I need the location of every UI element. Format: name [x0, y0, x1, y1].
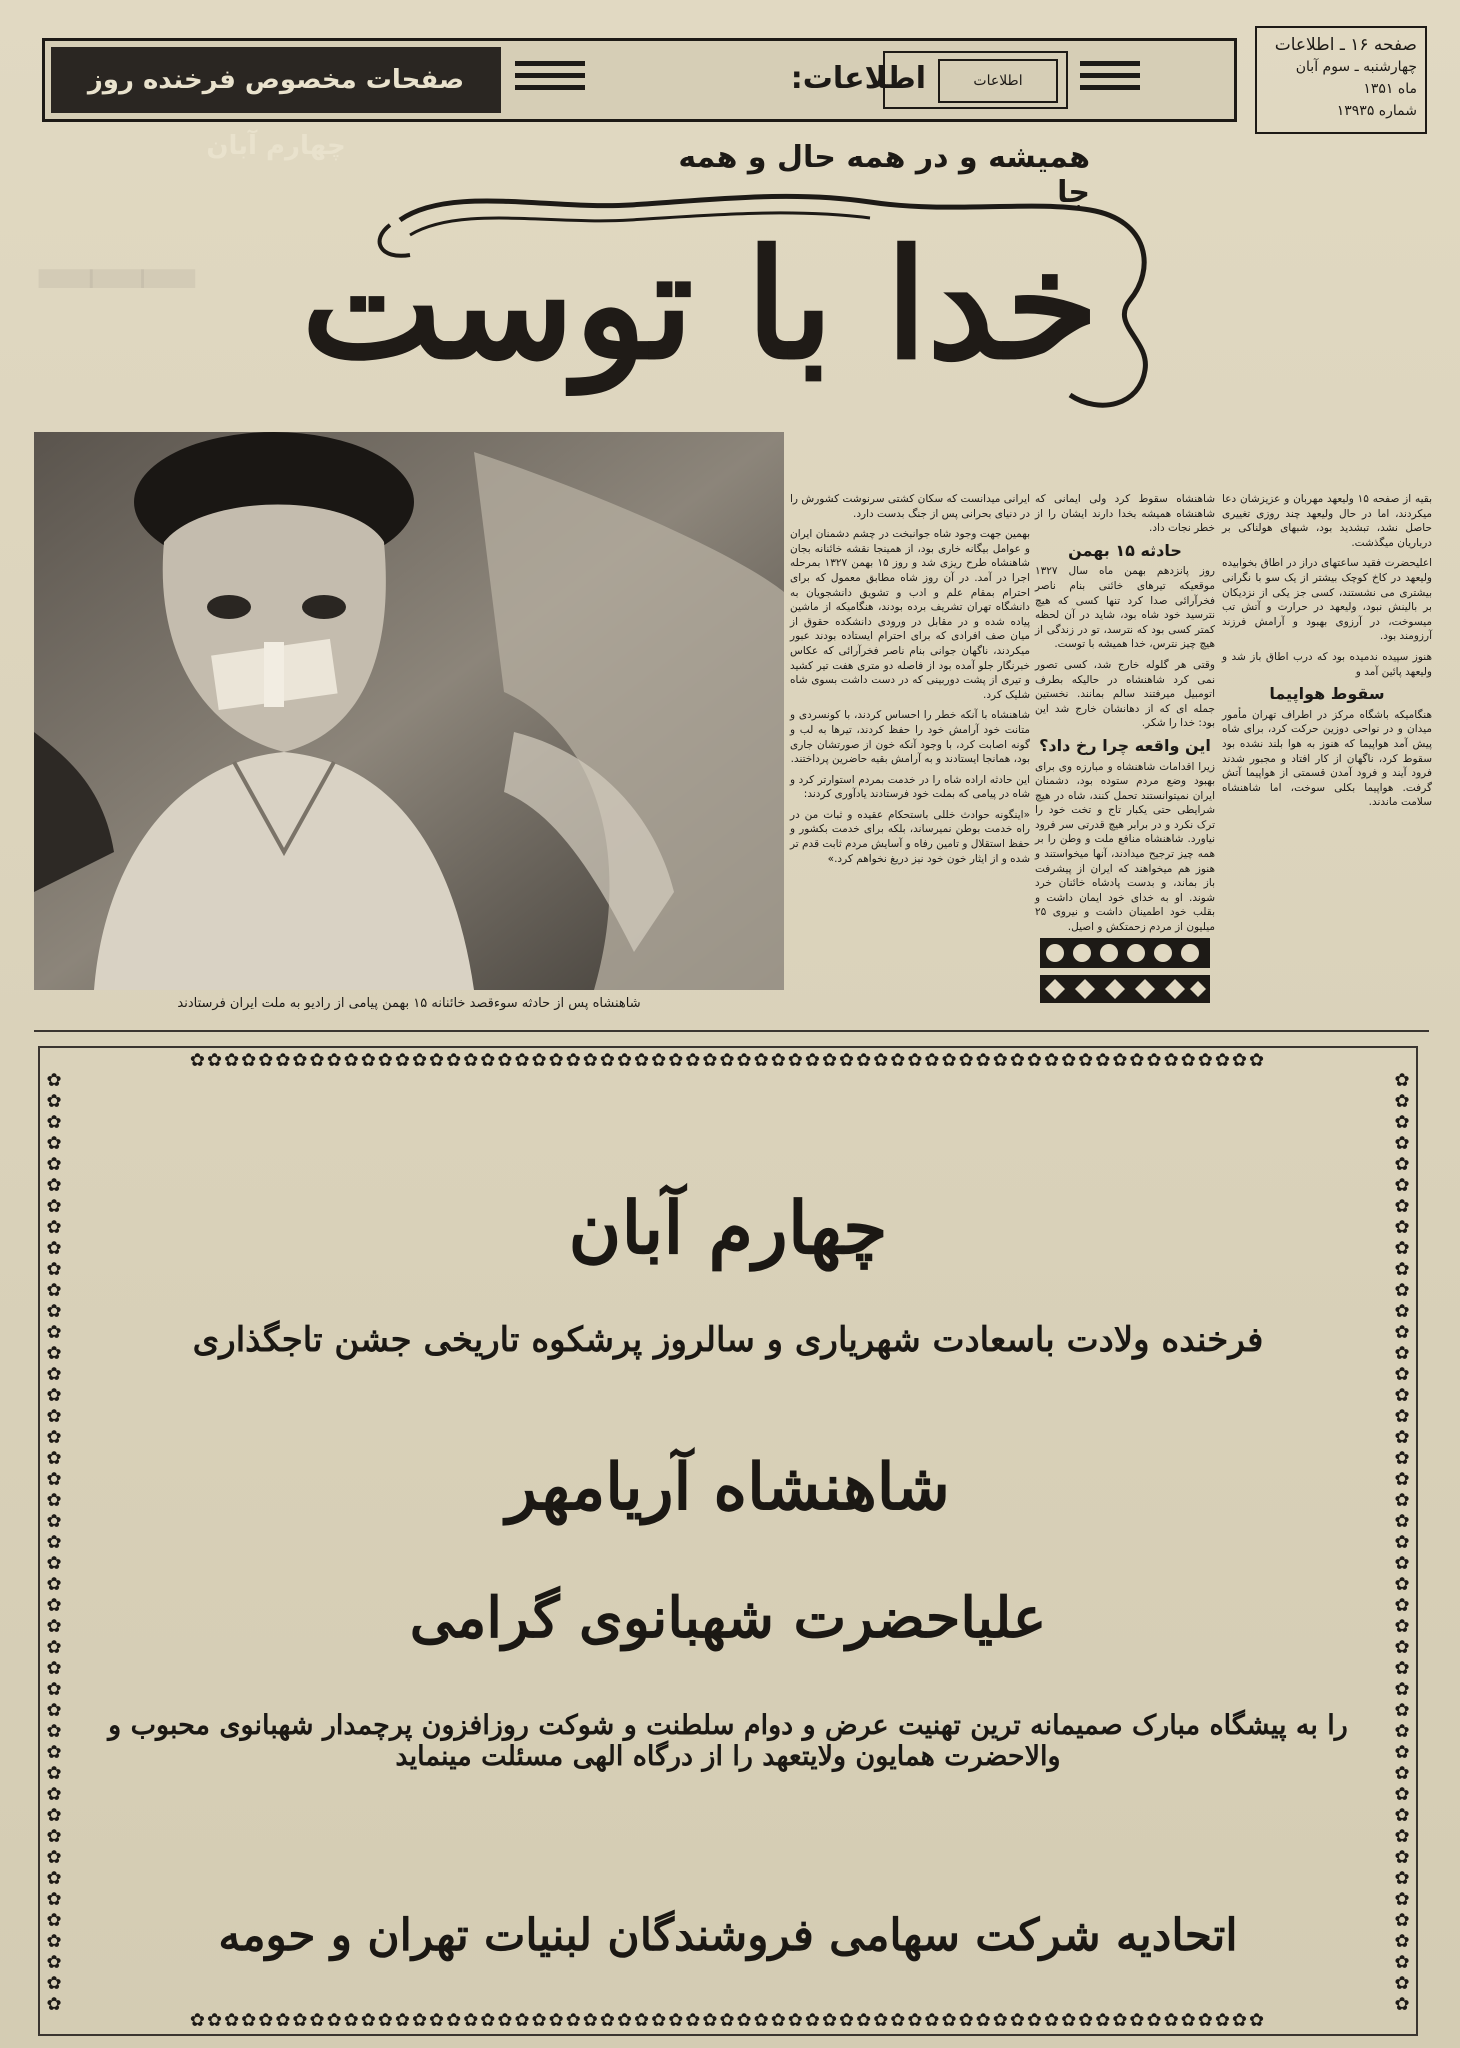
paragraph: «اینگونه حوادث خللی باستحکام عقیده و ثبات من در راه خدمت بوطن نمیرساند، بلکه برای خدمت بکشور و حفظ استقلال و تامین رفاه و آسایش مردم ثابت قدم تر شده و از ایثار خون خود نیز دریغ نخواهم کرد.» — [790, 808, 1030, 865]
headline-kicker: همیشه و در همه حال و همه جا — [678, 140, 1090, 210]
photo-caption: شاهنشاه پس از حادثه سوءقصد خائنانه ۱۵ بهمن پیامی از رادیو به ملت ایران فرستادند — [177, 996, 641, 1011]
paragraph: شاهنشاه با آنکه خطر را احساس کردند، با کونسردی و متانت خود آرامش خود را حفظ کردند، تیرها به لب و گونه اصابت کرد، با وجود آنکه خون از صورتشان جاری بود، همانجا ایستادند و به آرامش بقیه حاضرین پرداختند. — [790, 709, 1030, 766]
header-rule-right — [1080, 61, 1140, 101]
page-info-line4: شماره ۱۳۹۳۵ — [1336, 103, 1417, 119]
ad-shah-name: شاهنشاه آریامهر — [506, 1450, 950, 1525]
ettelaat-label: اطلاعات: — [790, 61, 926, 96]
ad-signature: اتحادیه شرکت سهامی فروشندگان لبنیات تهران و حومه — [218, 1910, 1238, 1961]
star-border-left: ✿ ✿ ✿ ✿ ✿ ✿ ✿ ✿ ✿ ✿ ✿ ✿ ✿ ✿ ✿ ✿ ✿ ✿ ✿ ✿ ✿ ✿ ✿ ✿ ✿ ✿ ✿ ✿ ✿ ✿ ✿ ✿ ✿ ✿ ✿ ✿ ✿ ✿ ✿ ✿ ✿ ✿ ✿ ✿ ✿ — [46, 1070, 62, 2012]
ettelaat-logo: اطلاعات — [938, 59, 1058, 103]
header-rule-left — [515, 61, 585, 101]
section-title: صفحات مخصوص فرخنده روز چهارم آبان — [51, 47, 501, 113]
paragraph: هنگامیکه باشگاه مرکز در اطراف تهران مأمور میدان و در نواحی دوزین حرکت کرد، برای شاه پیش آمد هواپیما که هنوز به هوا بلند نشده بود سقوط کرد، ناگهان از کار افتاد و مجبور شدند فرود آیند و فرود آمدن قسمتی از هواپیما آتش گرفت. هواپیما بکلی سوخت، اما شاهنشاه سلامت ماندند. — [1222, 708, 1432, 809]
ornament-band-1 — [1040, 938, 1210, 968]
paragraph: هنوز سپیده ندمیده بود که درب اطاق باز شد و ولیعهد پائین آمد و — [1222, 650, 1432, 678]
page-info-line1: صفحه ۱۶ ـ اطلاعات — [1274, 35, 1417, 55]
ad-queen-name: علیاحضرت شهبانوی گرامی — [409, 1585, 1047, 1651]
subheading: این واقعه چرا رخ داد؟ — [1039, 735, 1211, 755]
star-border-top: ✿✿✿✿✿✿✿✿✿✿✿✿✿✿✿✿✿✿✿✿✿✿✿✿✿✿✿✿✿✿✿✿✿✿✿✿✿✿✿✿✿✿✿✿✿✿✿✿✿✿✿✿✿✿✿✿✿✿✿✿✿✿✿ — [189, 1050, 1267, 1071]
header-bar — [42, 38, 1237, 161]
paragraph: زیرا اقدامات شاهنشاه و مبارزه وی برای بهبود وضع مردم ستوده بود، دشمنان ایران نمیتوانستند تحمل کنند، شاه در هیچ شرایطی حتی یکبار تاج و تخت خود را ترک نکرد و در برابر هیچ قدرتی سر فرود نیاورد. شاهنشاه منافع ملت و وطن را بر همه چیز ترجیح میدادند، آنها میخواستند و هنوز هم میخواهند که ایران از پیشرفت باز بماند، و بدست پادشاه خائنان خرد شوند. او به خدای خود ایمان داشت و بقلب خود اطمینان داشت و نیروی ۲۵ میلیون از مردم زحمتکش و اصیل. — [1035, 760, 1215, 934]
ad-message: را به پیشگاه مبارک صمیمانه ترین تهنیت عرض و دوام سلطنت و شوکت روزافزون پرچمدار شهبانوی محبوب و والاحضرت همایون ولایتعهد را از درگاه الهی مسئلت مینماید — [108, 1710, 1348, 1772]
page-info-box — [1255, 26, 1427, 134]
portrait-illustration — [34, 432, 784, 990]
page-info-line2: چهارشنبه ـ سوم آبان — [1295, 59, 1417, 75]
paragraph: وقتی هر گلوله خارج شد، کسی تصور نمی کرد شاهنشاه در حالیکه بطرف اتومبیل میرفتند سالم بمانند. نخستین جمله ای که از دهانشان خارج شد این بود: خدا را شکر. — [1035, 658, 1215, 730]
article-column-3 — [790, 492, 1030, 872]
paragraph: این حادثه اراده شاه را در خدمت بمردم استوارتر کرد و شاه در پیامی که بملت خود فرستادند یادآوری کردند: — [790, 773, 1030, 801]
paragraph: بقیه از صفحه ۱۵ ولیعهد مهربان و عزیزشان دعا میکردند، اما در حال ولیعهد چند روزی تغییری حاصل نشد، تبشدید بود، شبهای هولناکی بر درباریان میگذشت. — [1222, 493, 1432, 549]
article-column-2 — [1035, 492, 1215, 941]
congratulatory-ad — [38, 1046, 1418, 2036]
headline-title: خدا با توست — [301, 217, 1099, 393]
ad-title: چهارم آبان — [568, 1185, 888, 1270]
paragraph: ایرانی میدانست که سکان کشتی سرنوشت کشورش را در دنیای بحرانی پس از جنگ بدست دارد. — [790, 493, 1030, 520]
paragraph: اعلیحضرت فقید ساعتهای دراز در اطاق بخوابیده ولیعهد در کاخ کوچک بیشتر از یک سو با نگرانی بیشتری می نشستند، کسی جز یکی از نزدیکان بر بالینش نبود، ولیعهد در حرارت و آتش تب میسوخت، در آرزوی بهبود و آرامش فرزند آرزومند بود. — [1222, 557, 1432, 643]
paragraph: شاهنشاه سقوط کرد ولی ایمانی که شاهنشاه همیشه بخدا دارند ایشان را از خطر نجات داد. — [1035, 493, 1215, 535]
ad-inner — [46, 1050, 1410, 2031]
headline — [250, 180, 1170, 430]
ghost-bleedthrough-1: ـــ — [40, 150, 194, 324]
ornament-band-2 — [1040, 975, 1210, 1003]
star-border-right: ✿ ✿ ✿ ✿ ✿ ✿ ✿ ✿ ✿ ✿ ✿ ✿ ✿ ✿ ✿ ✿ ✿ ✿ ✿ ✿ ✿ ✿ ✿ ✿ ✿ ✿ ✿ ✿ ✿ ✿ ✿ ✿ ✿ ✿ ✿ ✿ ✿ ✿ ✿ ✿ ✿ ✿ ✿ ✿ ✿ — [1394, 1070, 1410, 2012]
star-border-bottom: ✿✿✿✿✿✿✿✿✿✿✿✿✿✿✿✿✿✿✿✿✿✿✿✿✿✿✿✿✿✿✿✿✿✿✿✿✿✿✿✿✿✿✿✿✿✿✿✿✿✿✿✿✿✿✿✿✿✿✿✿✿✿✿ — [189, 2010, 1267, 2031]
paragraph: روز پانزدهم بهمن ماه سال ۱۳۲۷ موقعیکه تیرهای خائنی بنام ناصر فخرآرائی صدا کرد تنها کسی که هیچ نترسید خود شاه بود، شاید در آن لحظه کمتر کسی بود که نترسد، تو در زندگی از هیچ چیز نترس، خدا همیشه با توست. — [1035, 565, 1215, 651]
article-column-1 — [1222, 492, 1432, 816]
page-info-line3: ماه ۱۳۵۱ — [1363, 81, 1417, 97]
section-divider — [34, 1030, 1429, 1032]
ettelaat-box — [790, 51, 1068, 109]
subheading: حادثه ۱۵ بهمن — [1068, 540, 1182, 560]
subheading: سقوط هواپیما — [1269, 684, 1385, 704]
paragraph: بهمین جهت وجود شاه جوانبخت در چشم دشمنان ایران و عوامل بیگانه خاری بود، از همینجا نقشه خائنانه بجان شاهنشاه طرح ریزی شد و روز ۱۵ بهمن ۱۳۲۷ بمرحله اجرا در آمد. در آن روز شاه مطابق معمول که برای احترام بمقام علم و ادب و تشویق دانشجویان به دانشگاه تهران تشریف برده بودند، هنگامیکه از ماشین پیاده شده و در مقابل در ورودی دانشکده حقوق از میان صف افرادی که برای احترام ایستاده بودند عبور میکردند، ناگهان جوانی بنام ناصر فخرآرائی که عکاس خبرنگار جلو آمده بود از فاصله دو متری هفت تیر کشید و تیری از پشت دوربینی که در دست داشت بسوی شاه شلیک کرد. — [790, 528, 1030, 701]
shah-photo — [34, 432, 784, 990]
ad-occasion: فرخنده ولادت باسعادت شهریاری و سالروز پرشکوه تاریخی جشن تاجگذاری — [192, 1320, 1264, 1360]
